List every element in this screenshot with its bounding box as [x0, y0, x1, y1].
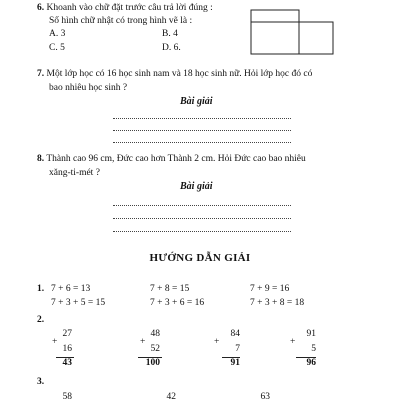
- q6-option-d[interactable]: D. 6.: [162, 43, 181, 53]
- s2-col1-result: 43: [62, 358, 72, 368]
- s1-row1-col1: 7 + 6 = 13: [51, 284, 91, 294]
- s1-row2-col3: 7 + 3 + 8 = 18: [250, 298, 305, 308]
- q7-answer-line-1[interactable]: [113, 118, 291, 119]
- s2-col4-result: 96: [306, 358, 316, 368]
- q6-subtext: Số hình chữ nhật có trong hình vẽ là :: [49, 16, 193, 26]
- s2-col2-result: 100: [145, 358, 160, 368]
- q6-option-b[interactable]: B. 4: [162, 29, 178, 39]
- s1-row1-col2: 7 + 8 = 15: [150, 284, 190, 294]
- q7-answer-line-3[interactable]: [113, 142, 291, 143]
- q8-question: Thành cao 96 cm, Đức cao hơn Thành 2 cm. Hỏi Đức cao bao nhiêu: [46, 154, 306, 164]
- figure-bottom-rect: [251, 22, 333, 54]
- s2-col3-result: 91: [230, 358, 240, 368]
- q7-question: Một lớp học có 16 học sinh nam và 18 học sinh nữ. Hỏi lớp học đó có: [46, 69, 313, 79]
- q7-answer-line-2[interactable]: [113, 130, 291, 131]
- q7-solution-heading: Bài giải: [180, 96, 213, 107]
- q7-text: [37, 68, 312, 81]
- s2-col1-op: +: [52, 337, 58, 347]
- s2-col4-b: 5: [311, 344, 316, 354]
- s2-col3-a: 84: [230, 329, 240, 339]
- q6-option-c[interactable]: C. 5: [49, 43, 65, 53]
- q8-answer-line-3[interactable]: [113, 231, 291, 232]
- s3-number: 3.: [37, 377, 45, 387]
- s3-col3-a: 63: [260, 392, 270, 402]
- q7-text-line2: bao nhiêu học sinh ?: [49, 83, 128, 93]
- q8-text: [37, 153, 306, 166]
- q8-answer-line-1[interactable]: [113, 205, 291, 206]
- s1-row2-col2: 7 + 3 + 6 = 16: [150, 298, 205, 308]
- s2-col3-b: 7: [235, 344, 240, 354]
- s1-number: 1.: [37, 284, 45, 294]
- s3-col1-a: 58: [62, 392, 72, 402]
- s2-col3-op: +: [214, 337, 220, 347]
- s2-col2-op: +: [140, 337, 146, 347]
- s2-col1-a: 27: [62, 329, 72, 339]
- s2-number: 2.: [37, 315, 45, 325]
- s2-col4-a: 91: [306, 329, 316, 339]
- s2-col1-b: 16: [62, 344, 72, 354]
- q8-answer-line-2[interactable]: [113, 218, 291, 219]
- q6-number: 6.: [37, 3, 45, 13]
- s3-col2-a: 42: [166, 392, 176, 402]
- q6-option-a[interactable]: A. 3: [49, 29, 66, 39]
- s1-row2-col1: 7 + 3 + 5 = 15: [51, 298, 106, 308]
- s2-col4-op: +: [290, 337, 296, 347]
- q8-number: 8.: [37, 154, 45, 164]
- q6-text: [37, 2, 213, 15]
- s1-row1-col3: 7 + 9 = 16: [250, 284, 290, 294]
- q8-solution-heading: Bài giải: [180, 181, 213, 192]
- guide-title: HƯỚNG DẪN GIẢI: [149, 252, 251, 264]
- s2-col2-b: 52: [150, 344, 160, 354]
- q7-number: 7.: [37, 69, 45, 79]
- figure-top-rect: [251, 10, 299, 22]
- s2-col2-a: 48: [150, 329, 160, 339]
- q6-instruction: Khoanh vào chữ đặt trước câu trả lời đúng :: [46, 3, 213, 13]
- rectangle-figure: [248, 8, 336, 58]
- q8-text-line2: xăng-ti-mét ?: [49, 168, 100, 178]
